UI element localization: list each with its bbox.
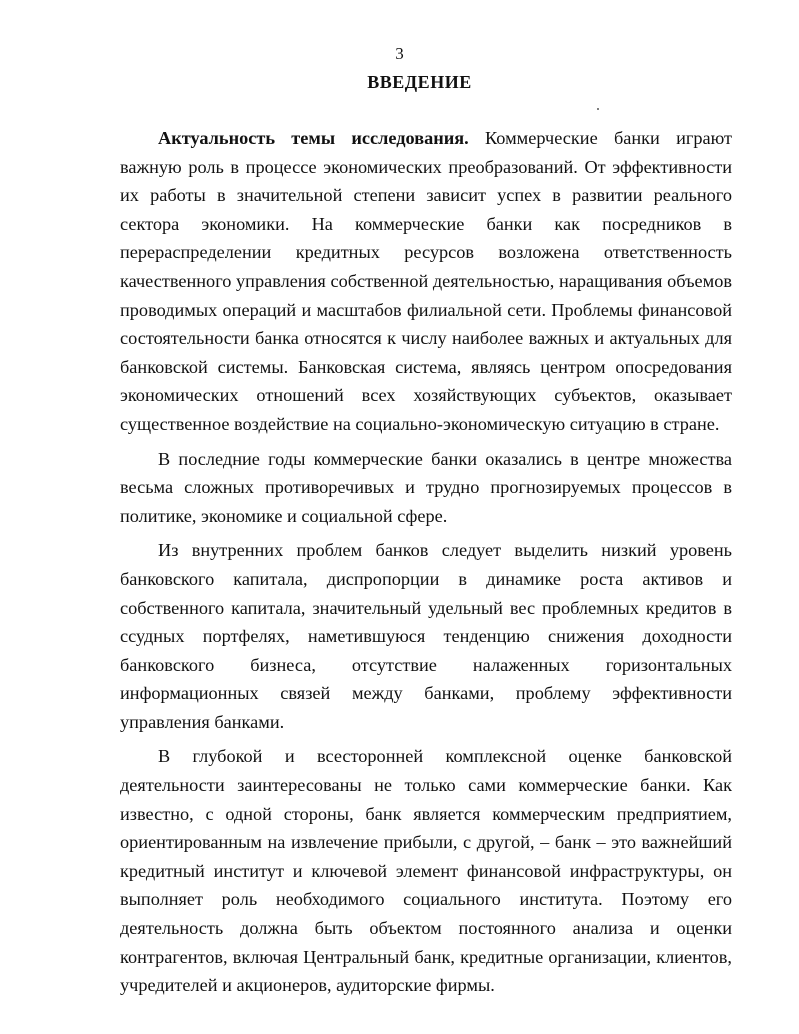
paragraph-lead: Актуальность темы исследования. bbox=[158, 128, 469, 148]
section-heading: ВВЕДЕНИЕ bbox=[367, 72, 472, 92]
paragraph-internal-problems: Из внутренних проблем банков следует выделить низкий уровень банковского капитала, диспропорции в динамике роста активов и собственного капитала, значительный удельный вес проблемных кредитов в ссудных портфелях, наметившуюся тенденцию снижения доходности банковского бизнеса, отсутствие налаженных горизонтальных информационных связей между банками, проблему эффективности управления банками. bbox=[120, 540, 732, 732]
paragraph-relevance bbox=[120, 124, 732, 439]
page-number: 3 bbox=[395, 44, 404, 63]
paragraph-assessment: В глубокой и всесторонней комплексной оценке банковской деятельности заинтересованы не только сами коммерческие банки. Как известно, с одной стороны, банк является коммерческим предприятием, ориентированным на извлечение прибыли, с другой, – банк – это важнейший кредитный институт и ключевой элемент финансовой инфраструктуры, он выполняет роль необходимого социального института. Поэтому его деятельность должна быть объектом постоянного анализа и оценки контрагентов, включая Центральный банк, кредитные организации, клиентов, учредителей и акционеров, аудиторские фирмы. bbox=[120, 746, 732, 996]
scan-speck bbox=[597, 108, 599, 110]
paragraph-text: Коммерческие банки играют важную роль в процессе экономических преобразований. От эффективности их работы в значительной степени зависит успех в развитии реального сектора экономики. На коммерческие банки как посредников в перераспределении кредитных ресурсов возложена ответственность качественного управления собственной деятельностью, наращивания объемов проводимых операций и масштабов филиальной сети. Проблемы финансовой состоятельности банка относятся к числу наиболее важных и актуальных для банковской системы. Банковская система, являясь центром опосредования экономических отношений всех хозяйствующих субъектов, оказывает существенное воздействие на социально-экономическую ситуацию в стране. bbox=[120, 128, 733, 434]
paragraph-recent-years: В последние годы коммерческие банки оказались в центре множества весьма сложных противоречивых и трудно прогнозируемых процессов в политике, экономике и социальной сфере. bbox=[120, 448, 732, 526]
body-text bbox=[120, 124, 732, 1000]
